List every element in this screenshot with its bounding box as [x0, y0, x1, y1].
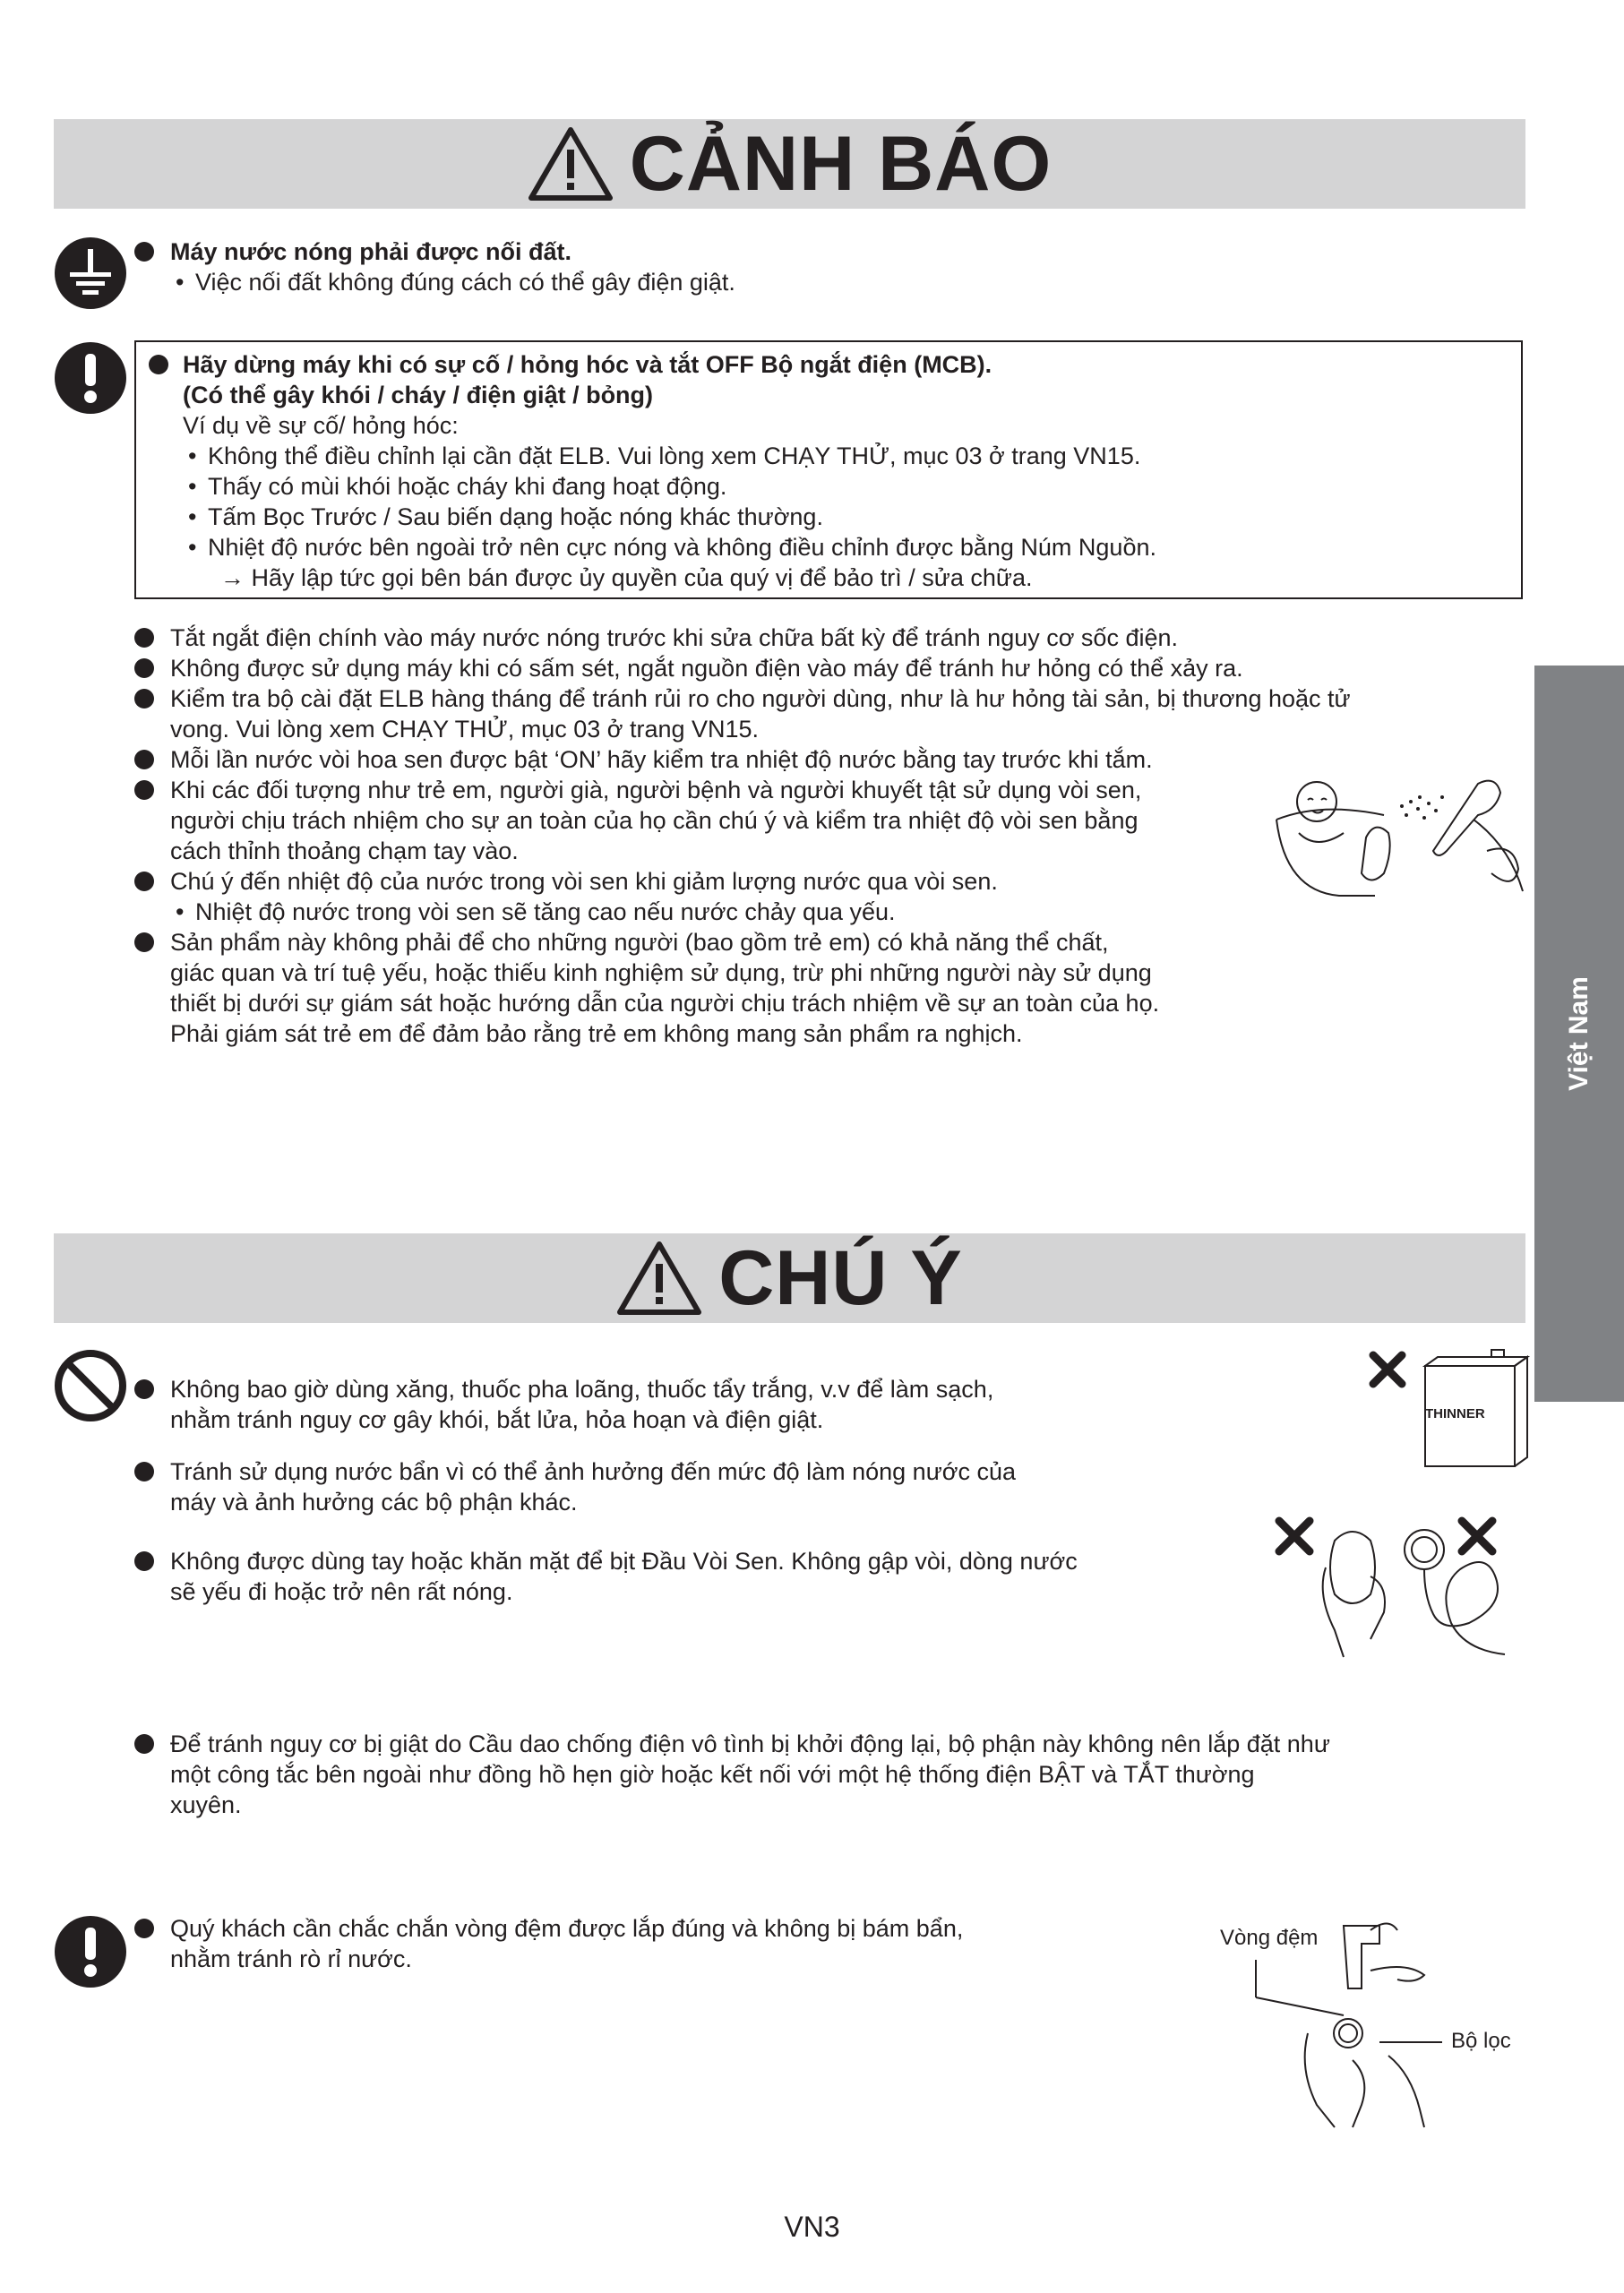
bullet-dot: [134, 658, 154, 678]
prohibited-icon: [54, 1349, 127, 1422]
caution-item: [134, 1374, 993, 1435]
caution-banner: [54, 1233, 1525, 1323]
caution-title: CHÚ Ý: [718, 1235, 963, 1321]
thinner-label: THINNER: [1425, 1406, 1485, 1421]
warning-banner: [54, 119, 1525, 209]
baby-bath-illustration: [1267, 766, 1527, 900]
caution-item: [134, 1456, 1016, 1517]
warning-bullet-subtext: • Nhiệt độ nước trong vòi sen sẽ tăng cao nếu nước chảy qua yếu.: [170, 897, 1351, 927]
malfunction-action: → Hãy lập tức gọi bên bán được ủy quyền của quý vị để bảo trì / sửa chữa.: [220, 564, 1033, 591]
bullet-dot: [134, 750, 154, 769]
warning-bullet-text: giác quan và trí tuệ yếu, hoặc thiếu kinh nghiệm sử dụng, trừ phi những người này sử dụng: [170, 959, 1152, 986]
bullet-dot: [134, 628, 154, 648]
mandatory-exclamation-icon: [54, 341, 127, 415]
ground-heading: Máy nước nóng phải được nối đất.: [170, 238, 572, 265]
filter-label: Bộ lọc: [1451, 2029, 1511, 2053]
ground-sub: • Việc nối đất không đúng cách có thể gây điện giật.: [170, 267, 735, 297]
warning-bullet-text: Mỗi lần nước vòi hoa sen được bật ‘ON’ hãy kiểm tra nhiệt độ nước bằng tay trước khi tắm.: [170, 746, 1153, 773]
bullet-dot: [134, 780, 154, 800]
gasket-label: Vòng đệm: [1220, 1926, 1319, 1950]
malfunction-notice: [143, 349, 1156, 593]
ground-warning: [134, 236, 735, 297]
malfunction-item: • Nhiệt độ nước bên ngoài trở nên cực nóng và không điều chỉnh được bằng Núm Nguồn.: [183, 532, 1156, 563]
caution-text: Không được dùng tay hoặc khăn mặt để bịt Đầu Vòi Sen. Không gập vòi, dòng nước: [170, 1548, 1078, 1575]
warning-bullet-text: Phải giám sát trẻ em để đảm bảo rằng trẻ em không mang sản phẩm ra nghịch.: [170, 1020, 1023, 1047]
caution-text: xuyên.: [170, 1791, 242, 1818]
warning-bullet-text: Sản phẩm này không phải để cho những người (bao gồm trẻ em) có khả năng thể chất,: [170, 929, 1109, 956]
warning-triangle-icon: [528, 126, 614, 202]
malfunction-heading: Hãy dừng máy khi có sự cố / hỏng hóc và tắt OFF Bộ ngắt điện (MCB).: [183, 351, 992, 378]
bullet-dot: [134, 242, 154, 262]
bullet-dot: [134, 1379, 154, 1399]
caution-text: máy và ảnh hưởng các bộ phận khác.: [170, 1489, 578, 1516]
mandatory-exclamation-icon: [54, 1915, 127, 1988]
language-label: Việt Nam: [1564, 976, 1594, 1091]
bullet-dot: [149, 355, 168, 374]
warning-bullet-text: Kiểm tra bộ cài đặt ELB hàng tháng để tránh rủi ro cho người dùng, như là hư hỏng tài sản, bị thương hoặc tử: [170, 685, 1351, 712]
page-number: VN3: [784, 2211, 840, 2243]
caution-text: Tránh sử dụng nước bẩn vì có thể ảnh hưởng đến mức độ làm nóng nước của: [170, 1458, 1017, 1485]
warning-bullet-text: Chú ý đến nhiệt độ của nước trong vòi sen khi giảm lượng nước qua vòi sen.: [170, 868, 998, 895]
bullet-dot: [134, 1551, 154, 1571]
warning-triangle-icon: [616, 1241, 702, 1316]
caution-text: nhằm tránh rò rỉ nước.: [170, 1945, 412, 1972]
warning-bullet-text: người chịu trách nhiệm cho sự an toàn của họ cần chú ý và kiểm tra nhiệt độ vòi sen bằng: [170, 807, 1139, 834]
malfunction-hazards: (Có thể gây khói / cháy / điện giật / bỏng): [183, 382, 654, 408]
warning-title: CẢNH BÁO: [629, 121, 1053, 207]
malfunction-item: • Thấy có mùi khói hoặc cháy khi đang hoạt động.: [183, 471, 1156, 502]
caution-text: Quý khách cần chắc chắn vòng đệm được lắp đúng và không bị bám bẩn,: [170, 1915, 964, 1942]
caution-item: [134, 1729, 1330, 1820]
warning-bullet-text: Không được sử dụng máy khi có sấm sét, ngắt nguồn điện vào máy để tránh hư hỏng có thể xảy ra.: [170, 655, 1243, 682]
caution-text: nhằm tránh nguy cơ gây khói, bắt lửa, hỏa hoạn và điện giật.: [170, 1406, 824, 1433]
warning-bullet-text: vong. Vui lòng xem CHẠY THỬ, mục 03 ở trang VN15.: [170, 716, 760, 743]
shower-head-illustration: [1272, 1514, 1523, 1666]
caution-text: Để tránh nguy cơ bị giật do Cầu dao chống điện vô tình bị khởi động lại, bộ phận này không nên lắp đặt như: [170, 1730, 1330, 1757]
caution-text: sẽ yếu đi hoặc trở nên rất nóng.: [170, 1578, 513, 1605]
bullet-dot: [134, 872, 154, 891]
caution-text: Không bao giờ dùng xăng, thuốc pha loãng, thuốc tẩy trắng, v.v để làm sạch,: [170, 1376, 994, 1403]
malfunction-example: Ví dụ về sự cố/ hỏng hóc:: [183, 412, 459, 439]
caution-item: [134, 1913, 963, 1974]
malfunction-item: • Tấm Bọc Trước / Sau biến dạng hoặc nóng khác thường.: [183, 502, 1156, 532]
warning-bullet-text: Tắt ngắt điện chính vào máy nước nóng trước khi sửa chữa bất kỳ để tránh nguy cơ sốc điện.: [170, 624, 1178, 651]
caution-item: [134, 1546, 1078, 1607]
warning-bullet-list: [134, 623, 1351, 1049]
warning-bullet-text: Khi các đối tượng như trẻ em, người già, người bệnh và người khuyết tật sử dụng vòi sen,: [170, 777, 1142, 803]
bullet-dot: [134, 1462, 154, 1481]
ground-icon: [54, 236, 127, 310]
warning-bullet-text: thiết bị dưới sự giám sát hoặc hướng dẫn của người chịu trách nhiệm về sự an toàn của họ.: [170, 990, 1160, 1017]
bullet-dot: [134, 1919, 154, 1938]
bullet-dot: [134, 1734, 154, 1754]
malfunction-item: • Không thể điều chỉnh lại cần đặt ELB. Vui lòng xem CHẠY THỬ, mục 03 ở trang VN15.: [183, 441, 1156, 471]
language-side-tab: [1534, 666, 1624, 1402]
caution-text: một công tắc bên ngoài như đồng hồ hẹn giờ hoặc kết nối với một hệ thống điện BẬT và TẮT thường: [170, 1761, 1255, 1788]
bullet-dot: [134, 689, 154, 709]
warning-bullet-text: cách thỉnh thoảng chạm tay vào.: [170, 837, 519, 864]
bullet-dot: [134, 932, 154, 952]
